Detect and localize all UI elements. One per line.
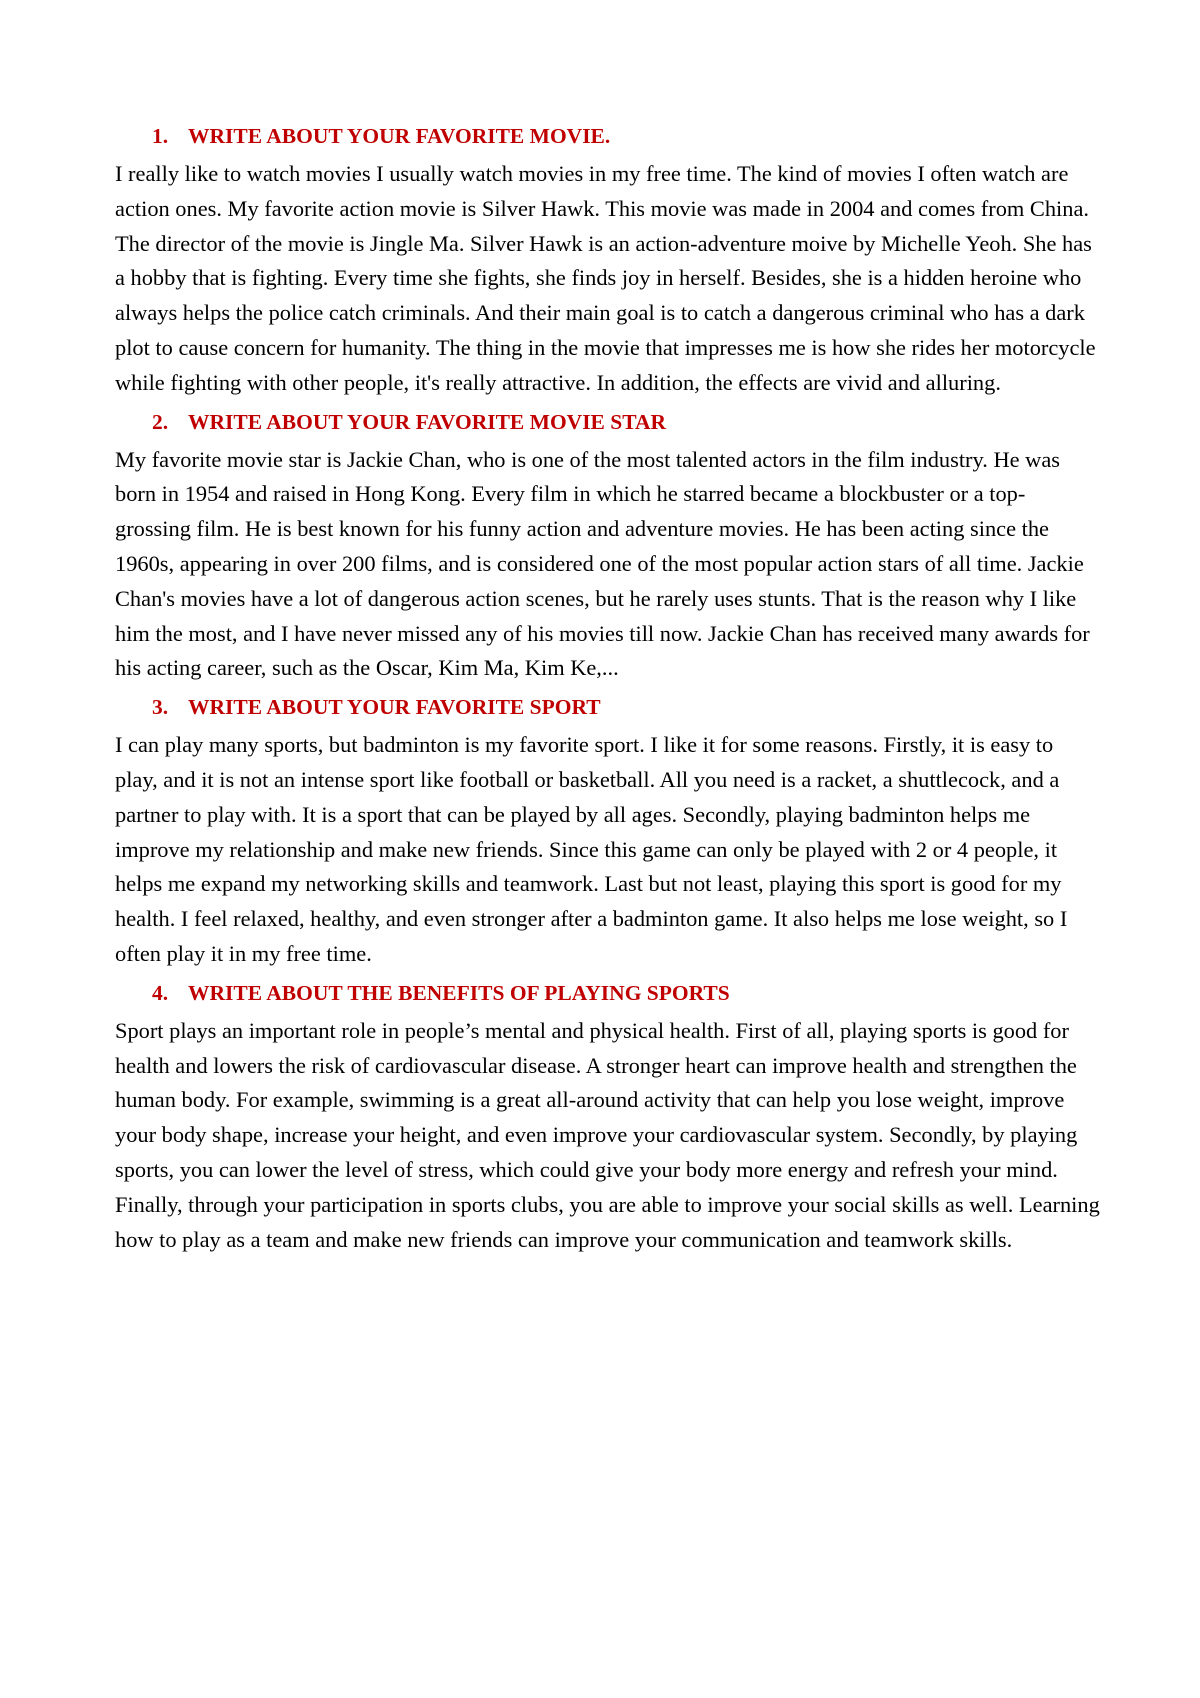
section-heading: [152, 976, 1100, 1010]
section-number: 1.: [152, 124, 169, 148]
section-title: WRITE ABOUT YOUR FAVORITE SPORT: [188, 695, 601, 720]
section-favorite-movie: [115, 119, 1100, 401]
section-number: 2.: [152, 409, 169, 434]
section-heading: [152, 119, 1100, 153]
section-title: WRITE ABOUT THE BENEFITS OF PLAYING SPORTS: [188, 980, 730, 1005]
section-body: I really like to watch movies I usually watch movies in my free time. The kind of movies I often watch are action ones. My favorite action movie is Silver Hawk. This movie was made in 2004 and comes from China. The director of the movie is Jingle Ma. Silver Hawk is an action-adventure moive by Michelle Yeoh. She has a hobby that is fighting. Every time she fights, she finds joy in herself. Besides, she is a hidden heroine who always helps the police catch criminals. And their main goal is to catch a dangerous criminal who has a dark plot to cause concern for humanity. The thing in the movie that impresses me is how she rides her motorcycle while fighting with other people, it's really attractive. In addition, the effects are vivid and alluring.: [115, 161, 1096, 395]
section-body: My favorite movie star is Jackie Chan, who is one of the most talented actors in the film industry. He was born in 1954 and raised in Hong Kong. Every film in which he starred became a blockbuster or a top-grossing film. He is best known for his funny action and adventure movies. He has been acting since the 1960s, appearing in over 200 films, and is considered one of the most popular action stars of all time. Jackie Chan's movies have a lot of dangerous action scenes, but he rarely uses stunts. That is the reason why I like him the most, and I have never missed any of his movies till now. Jackie Chan has received many awards for his acting career, such as the Oscar, Kim Ma, Kim Ke,...: [115, 446, 1090, 681]
section-title: WRITE ABOUT YOUR FAVORITE MOVIE.: [188, 124, 611, 148]
section-number: 4.: [152, 980, 169, 1005]
section-body: I can play many sports, but badminton is my favorite sport. I like it for some reasons. Firstly, it is easy to play, and it is not an intense sport like football or basketball. All you need is a racket, a shuttlecock, and a partner to play with. It is a sport that can be played by all ages. Secondly, playing badminton helps me improve my relationship and make new friends. Since this game can only be played with 2 or 4 people, it helps me expand my networking skills and teamwork. Last but not least, playing this sport is good for my health. I feel relaxed, healthy, and even stronger after a badminton game. It also helps me lose weight, so I often play it in my free time.: [115, 732, 1068, 966]
section-favorite-sport: [115, 690, 1100, 972]
section-heading: [152, 405, 1100, 439]
section-body: Sport plays an important role in people’s mental and physical health. First of all, playing sports is good for health and lowers the risk of cardiovascular disease. A stronger heart can improve health and strengthen the human body. For example, swimming is a great all-around activity that can help you lose weight, improve your body shape, increase your height, and even improve your cardiovascular system. Secondly, by playing sports, you can lower the level of stress, which could give your body more energy and refresh your mind. Finally, through your participation in sports clubs, you are able to improve your social skills as well. Learning how to play as a team and make new friends can improve your communication and teamwork skills.: [115, 1017, 1100, 1252]
document-content: [115, 119, 1100, 1261]
section-number: 3.: [152, 695, 169, 720]
section-title: WRITE ABOUT YOUR FAVORITE MOVIE STAR: [188, 409, 667, 434]
section-heading: [152, 690, 1100, 724]
section-favorite-movie-star: [115, 405, 1100, 687]
section-benefits-of-sports: [115, 976, 1100, 1258]
